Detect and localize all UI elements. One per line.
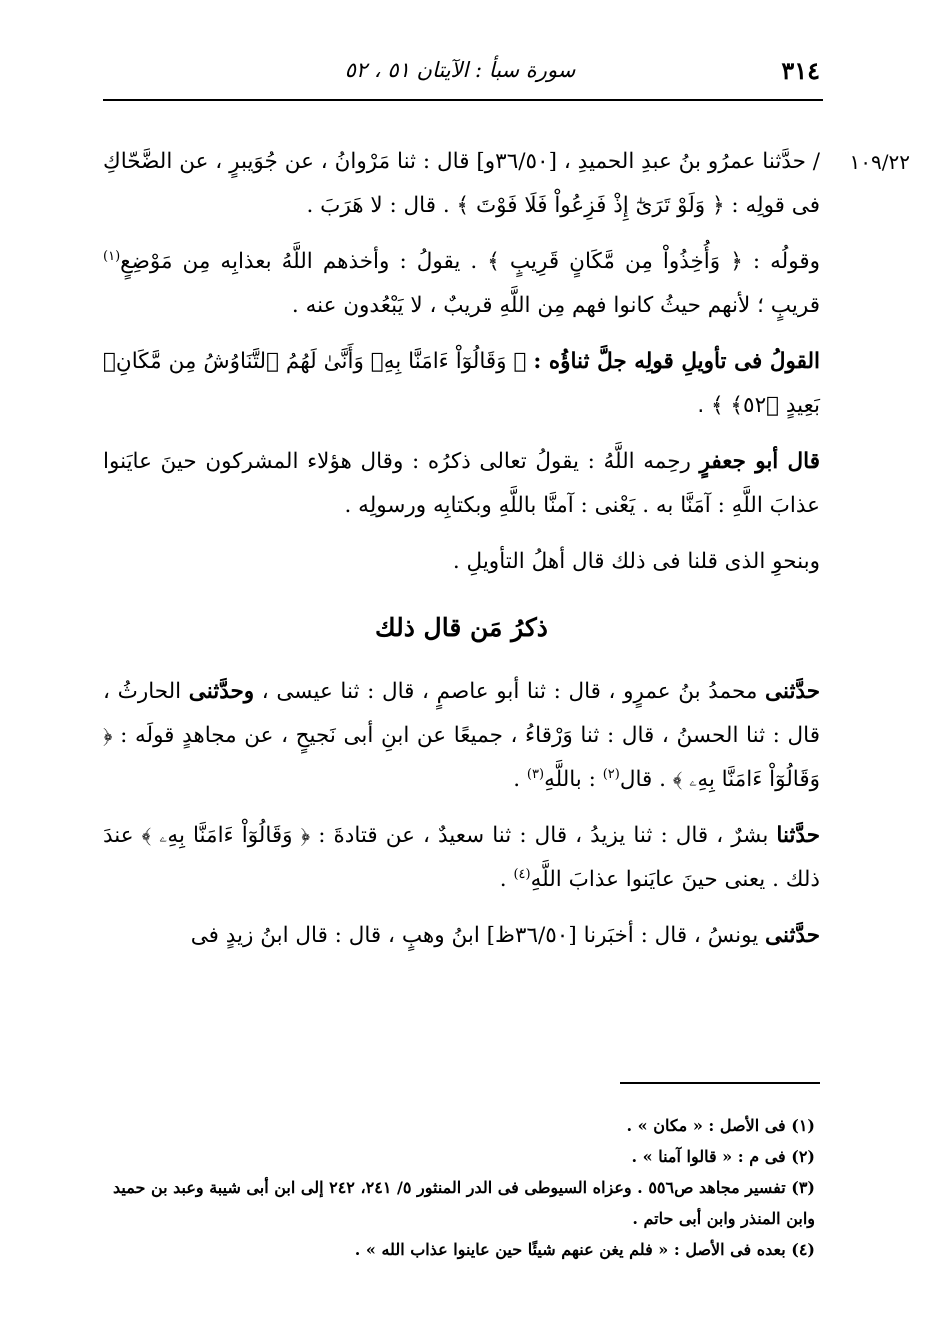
section-lead: القولُ فى تأويلِ قولِه جلَّ ثناؤُه : [533,349,820,374]
section-heading: ذكرُ مَن قال ذلك [375,613,548,642]
paragraph-6: حدَّثنى محمدُ بنُ عمرٍو ، قال : ثنا أبو عاصمٍ ، قال : ثنا عيسى ، وحدَّثنى الحارثُ ، قال : ثنا الحسنُ ، قال : ثنا وَرْقاءُ ، جميعًا عن ابنِ أبى نَجيحٍ ، عن مجاهدٍ قولَه : ﴿ وَقَالُوٓاْ ءَامَنَّا بِهِۦ ﴾ . قال$^{(٢)}$ : باللَّهِ$^{(٣)}$ . [103,679,820,792]
running-title: سورة سبأ : الآيتان ٥١ ، ٥٢ [344,58,576,82]
header-rule [103,99,823,101]
footnote-2: (٢) فى م : « قالوا آمنا » . [631,1147,815,1166]
footnote-ref-1[interactable]: (١) [103,248,121,264]
margin-reference: ١٠٩/٢٢ [849,150,910,174]
footnote-ref-4[interactable]: (٤) [513,866,531,882]
page-number: ٣١٤ [781,56,820,85]
paragraph-7: حدَّثنا بشرٌ ، قال : ثنا يزيدُ ، قال : ثنا سعيدٌ ، عن قتادةَ : ﴿ وَقَالُوٓاْ ءَامَنَّا بِهِۦ ﴾ عندَ ذلك . يعنى حينَ عايَنوا عذابَ اللَّهِ$^{(٤)}$ . [103,823,820,892]
page-header [100,52,820,92]
paragraph-4: قال أبو جعفرٍ رحِمه اللَّهُ : يقولُ تعالى ذكرُه : وقال هؤلاء المشركون حينَ عايَنوا عذابَ اللَّهِ : آمَنَّا به . يَعْنى : آمنَّا باللَّهِ وبكتابِه ورسولِه . [103,449,820,518]
paragraph-5: وبنحوِ الذى قلنا فى ذلك قال أهلُ التأويلِ . [452,549,820,574]
paragraph-2: وقولُه : ﴿ وَأُخِذُواْ مِن مَّكَانٍ قَرِيبٍ ﴾ . يقولُ : وأخذهم اللَّهُ بعذابِه مِن مَوْضِعٍ$^{(١)}$ قريبٍ ؛ لأنهم حيثُ كانوا فهم مِن اللَّهِ قريبٌ ، لا يَبْعُدون عنه . [103,248,820,318]
verse-text: ﴿ وَقَالُوٓاْ ءَامَنَّا بِهِۦ وَأَنَّىٰ لَهُمُ ٱلتَّنَاوُشُ مِن مَّكَانِۭ بَعِيدٍ ﴿٥٢﴾ ﴾ . [103,349,820,418]
paragraph-1: / حدَّثنا عمرُو بنُ عبدِ الحميدِ ، [٣٦/٥٠و] قال : ثنا مَرْوانُ ، عن جُوَيبرٍ ، عن الضَّحّاكِ فى قولِه : ﴿ وَلَوْ تَرَىٰٓ إِذْ فَزِعُواْ فَلَا فَوْتَ ﴾ . قال : لا هَرَبَ . [103,149,820,218]
footnote-3: (٣) تفسير مجاهد ص٥٥٦ . وعزاه السيوطى فى الدر المنثور ٥/ ٢٤١، ٢٤٢ إلى ابن أبى شيبة وعبد بن حميد وابن المنذر وابن أبى حاتم . [113,1178,815,1228]
footnote-ref-2[interactable]: (٢) [602,766,620,782]
main-text [103,140,820,970]
footnotes [103,1110,815,1265]
footnote-ref-3[interactable]: (٣) [526,766,545,782]
paragraph-3 [103,340,820,428]
paragraph-8: حدَّثنى يونسُ ، قال : أخبَرنا [٣٦/٥٠ظ] ابنُ وهبٍ ، قال : قال ابنُ زيدٍ فى [190,923,820,948]
footnote-4: (٤) بعده فى الأصل : « فلم يغن عنهم شيئًا حين عاينوا عذاب الله » . [354,1240,815,1259]
footnote-rule [620,1082,820,1084]
footnote-1: (١) فى الأصل : « مكان » . [626,1116,815,1135]
